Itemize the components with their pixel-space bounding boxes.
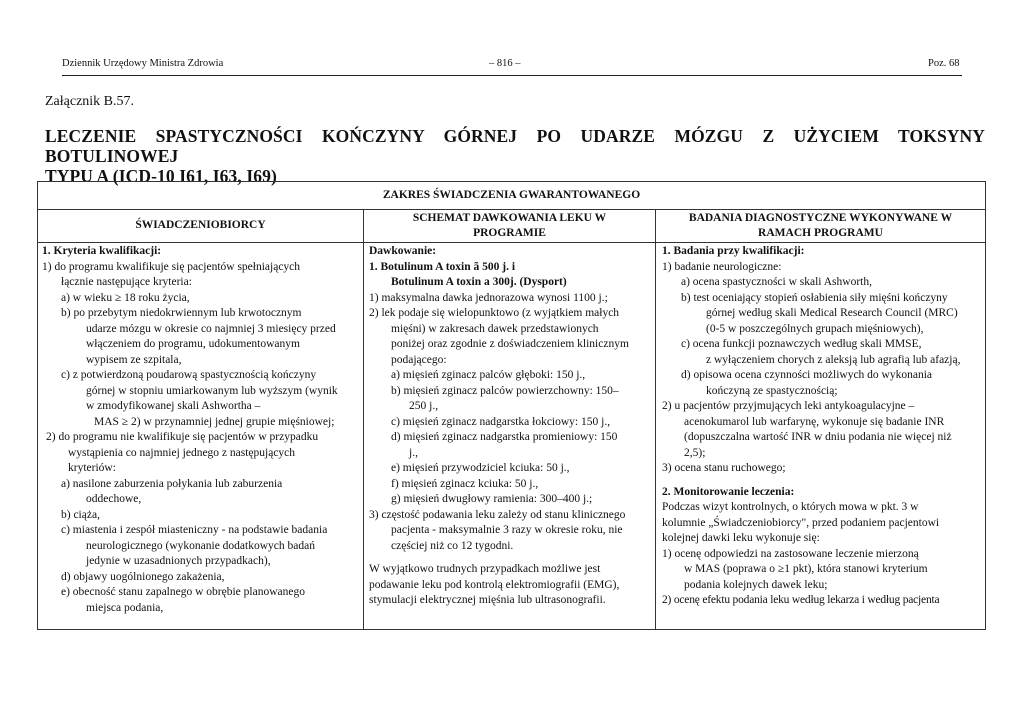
col-header-diagnostics: BADANIA DIAGNOSTYCZNE WYKONYWANE W RAMACH PROGRAMU xyxy=(688,212,953,239)
text-line: 2) lek podaje się wielopunktowo (z wyjątkiem małych xyxy=(369,307,620,319)
text-line: e) mięsień przywodziciel kciuka: 50 j., xyxy=(391,462,570,474)
text-line: włączeniem do programu, udokumentowanym xyxy=(86,338,300,350)
text-line: 2. Monitorowanie leczenia: xyxy=(662,485,795,498)
title-line-1: LECZENIE SPASTYCZNOŚCI KOŃCZYNY GÓRNEJ PO UDARZE MÓZGU Z UŻYCIEM TOKSYNY BOTULINOWEJ xyxy=(45,126,985,166)
text-line: kolumnie „Świadczeniobiorcy", przed podaniem pacjentowi xyxy=(662,516,940,529)
title-line-2: TYPU A (ICD-10 I61, I63, I69) xyxy=(45,166,277,186)
text-line: b) ciąża, xyxy=(61,508,100,521)
header-page-number: – 816 – xyxy=(489,58,521,69)
text-line: c) mięsień zginacz nadgarstka łokciowy: 150 j., xyxy=(391,415,611,428)
text-line: wypisem ze szpitala, xyxy=(86,353,182,366)
text-line: 250 j., xyxy=(409,400,439,412)
text-line: a) ocena spastyczności w skali Ashworth, xyxy=(681,276,872,288)
text-line: 3) ocena stanu ruchowego; xyxy=(662,462,786,474)
text-line: g) mięsień dwugłowy ramienia: 300–400 j.; xyxy=(391,493,593,505)
text-line: górnej w stopniu umiarkowanym lub wyższym (wynik xyxy=(86,384,338,397)
text-line: Dawkowanie: xyxy=(369,245,437,257)
table-hline xyxy=(38,242,985,243)
text-line: d) objawy uogólnionego zakażenia, xyxy=(61,570,225,583)
scope-header: ZAKRES ŚWIADCZENIA GWARANTOWANEGO xyxy=(382,189,641,201)
text-line: 1) ocenę odpowiedzi na zastosowane leczenie mierzoną xyxy=(662,547,919,560)
table-hline xyxy=(38,209,985,210)
text-line: c) ocena funkcji poznawczych według skali MMSE, xyxy=(681,338,922,350)
text-line: kończyną ze spastycznością; xyxy=(706,384,838,397)
text-line: Botulinum A toxin a 300j. (Dysport) xyxy=(391,276,567,288)
text-line: podania kolejnych dawek leku; xyxy=(684,578,828,591)
text-line: acenokumarol lub warfarynę, wykonuje się badanie INR xyxy=(684,415,945,428)
text-line: udarze mózgu w okresie co najmniej 3 miesięcy przed xyxy=(86,322,336,335)
text-line: j., xyxy=(409,446,418,459)
text-line: mięśni) w zakresach dawek przedstawionych xyxy=(391,322,599,335)
text-line: jedynie w uzasadnionych przypadkach), xyxy=(86,555,271,567)
spacer xyxy=(662,477,984,485)
text-line: a) w wieku ≥ 18 roku życia, xyxy=(61,291,190,304)
text-line: 2) ocenę efektu podania leku według lekarza i według pacjenta xyxy=(662,594,940,606)
text-line: miejsca podania, xyxy=(86,601,164,614)
text-line: łącznie następujące kryteria: xyxy=(61,276,192,288)
text-line: MAS ≥ 2) w przynamniej jednej grupie mięśniowej; xyxy=(94,415,335,428)
header-rule xyxy=(62,75,962,76)
text-line: c) z potwierdzoną poudarową spastycznością kończyny xyxy=(61,369,317,381)
text-line: b) test oceniający stopień osłabienia siły mięśni kończyny xyxy=(681,291,948,304)
text-line: a) nasilone zaburzenia połykania lub zaburzenia xyxy=(61,477,283,490)
table-vline xyxy=(363,209,364,629)
text-line: z wyłączeniem chorych z aleksją lub agrafią lub afazją, xyxy=(706,353,961,366)
text-line: pacjenta - maksymalnie 3 razy w okresie roku, nie xyxy=(391,524,623,536)
diagnostics-column xyxy=(662,244,984,609)
text-line: 1. Botulinum A toxin ã 500 j. i xyxy=(369,260,516,273)
text-line: neurologicznego (wykonanie dodatkowych badań xyxy=(86,539,315,552)
text-line: 2,5); xyxy=(684,446,706,459)
text-line: kryteriów: xyxy=(68,462,116,474)
text-line: d) opisowa ocena czynności możliwych do wykonania xyxy=(681,369,933,381)
table-vline xyxy=(655,209,656,629)
text-line: b) mięsień zginacz palców powierzchowny: 150– xyxy=(391,384,619,397)
dosage-column xyxy=(369,244,653,609)
text-line: w MAS (poprawa o ≥1 pkt), która stanowi kryterium xyxy=(684,563,928,575)
header-journal: Dziennik Urzędowy Ministra Zdrowia xyxy=(62,58,224,69)
text-line: 2) u pacjentów przyjmujących leki antykoagulacyjne – xyxy=(662,400,915,412)
text-line: e) obecność stanu zapalnego w obrębie planowanego xyxy=(61,586,305,598)
annex-label: Załącznik B.57. xyxy=(45,94,135,109)
document-title xyxy=(45,126,985,186)
text-line: c) miastenia i zespół miasteniczny - na podstawie badania xyxy=(61,524,328,536)
text-line: 1) badanie neurologiczne: xyxy=(662,260,782,273)
text-line: 2) do programu nie kwalifikuje się pacjentów w przypadku xyxy=(46,431,319,443)
text-line: 1. Badania przy kwalifikacji: xyxy=(662,245,805,257)
text-line: podawanie leku pod kontrolą elektromiografii (EMG), xyxy=(369,578,620,591)
text-line: częściej niż co 12 tygodni. xyxy=(391,539,514,552)
text-line: d) mięsień zginacz nadgarstka promieniowy: 150 xyxy=(391,431,618,443)
text-line: w zmodyfikowanej skali Ashwortha – xyxy=(86,400,261,412)
text-line: (dopuszczalna wartość INR w dniu podania nie więcej niż xyxy=(684,431,952,443)
text-line: kolejnej dawki leku wykonuje się: xyxy=(662,532,820,544)
text-line: oddechowe, xyxy=(86,493,142,505)
program-table xyxy=(37,181,986,630)
text-line: 1) maksymalna dawka jednorazowa wynosi 1100 j.; xyxy=(369,291,608,304)
text-line: podającego: xyxy=(391,353,447,366)
col-header-dosage: SCHEMAT DAWKOWANIA LEKU W PROGRAMIE xyxy=(412,212,607,239)
text-line: (0-5 w poszczególnych grupach mięśniowych), xyxy=(706,322,924,335)
spacer xyxy=(369,554,653,562)
col-header-beneficiaries: ŚWIADCZENIOBIORCY xyxy=(135,219,266,231)
text-line: 1) do programu kwalifikuje się pacjentów spełniających xyxy=(42,260,301,273)
text-line: 3) częstość podawania leku zależy od stanu klinicznego xyxy=(369,508,626,521)
text-line: 1. Kryteria kwalifikacji: xyxy=(42,245,162,257)
text-line: wystąpienia co najmniej jednego z następujących xyxy=(68,446,296,459)
header-position: Poz. 68 xyxy=(928,58,960,69)
text-line: górnej według skali Medical Research Council (MRC) xyxy=(706,307,958,319)
text-line: f) mięsień zginacz kciuka: 50 j., xyxy=(391,477,539,490)
text-line: poniżej oraz zgodnie z doświadczeniem klinicznym xyxy=(391,338,629,350)
text-line: Podczas wizyt kontrolnych, o których mowa w pkt. 3 w xyxy=(662,501,919,513)
text-line: b) po przebytym niedokrwiennym lub krwotocznym xyxy=(61,307,302,319)
text-line: stymulacji elektrycznej mięśnia lub ultrasonografii. xyxy=(369,594,606,606)
text-line: W wyjątkowo trudnych przypadkach możliwe jest xyxy=(369,563,601,575)
beneficiaries-column xyxy=(42,244,360,616)
text-line: a) mięsień zginacz palców głęboki: 150 j., xyxy=(391,369,586,381)
